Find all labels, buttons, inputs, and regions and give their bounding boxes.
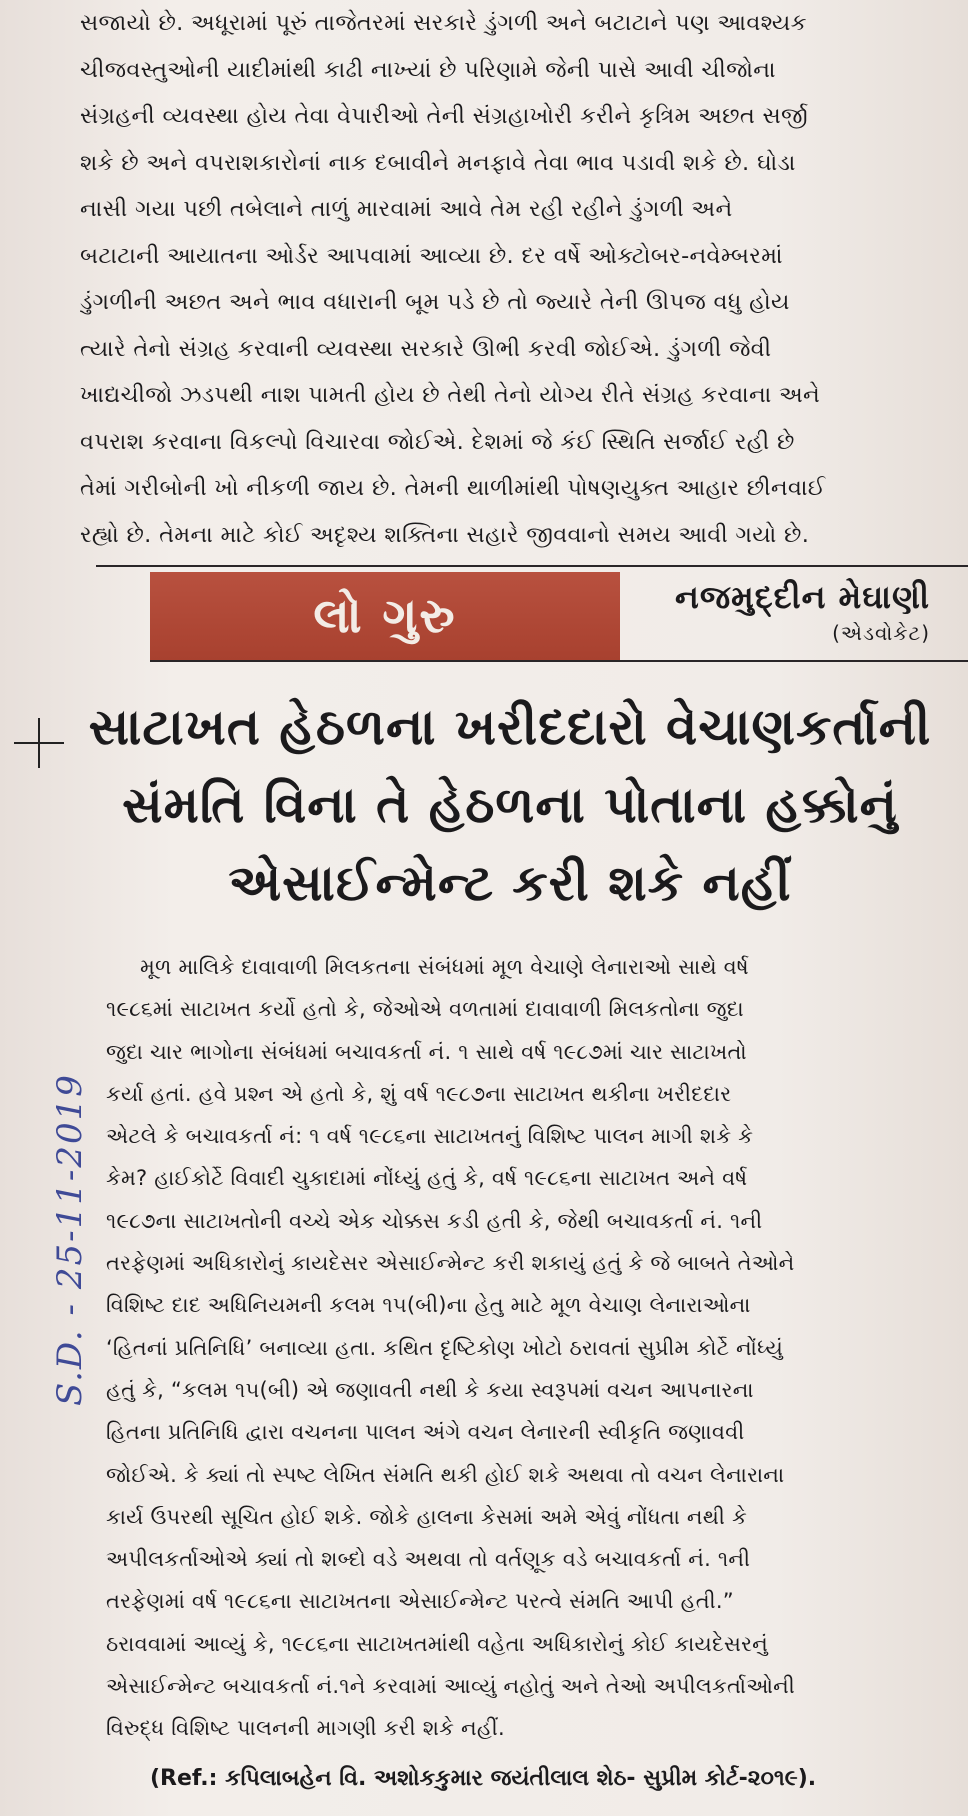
text-line: હતું કે, “કલમ ૧૫(બી) એ જણાવતી નથી કે કયા સ્વરૂપમાં વચન આપનારના (106, 1377, 754, 1402)
author-role: (એડવોકેટ) (832, 621, 930, 645)
text-line: બટાટાની આયાતના ઓર્ડર આપવામાં આવ્યા છે. દર વર્ષે ઓક્ટોબર-નવેમ્બરમાં (80, 242, 783, 269)
text-line: વપરાશ કરવાના વિકલ્પો વિચારવા જોઈએ. દેશમાં જે કંઈ સ્થિતિ સર્જાઈ રહી છે (80, 428, 795, 455)
text-line: નાસી ગયા પછી તબેલાને તાળું મારવામાં આવે તેમ રહી રહીને ડુંગળી અને (80, 196, 733, 222)
headline-line: એસાઈન્મેન્ટ કરી શકે નહીં (228, 854, 792, 912)
text-line: કાર્ય ઉપરથી સૂચિત હોઈ શકે. જોકે હાલના કેસમાં અમે એવું નોંધતા નથી કે (106, 1504, 747, 1529)
text-line: મૂળ માલિકે દાવાવાળી મિલકતના સંબંધમાં મૂળ વેચાણે લેનારાઓ સાથે વર્ષ (140, 955, 749, 979)
text-line: ૧૯૮૬માં સાટાખત કર્યો હતો કે, જેઓએ વળતામાં દાવાવાળી મિલકતોના જુદા (106, 997, 744, 1022)
column-divider-top (96, 565, 968, 567)
text-line: એટલે કે બચાવકર્તા નં: ૧ વર્ષ ૧૯૮૬ના સાટાખતનું વિશિષ્ટ પાલન માગી શકે કે (106, 1124, 754, 1149)
text-line: ઠરાવવામાં આવ્યું કે, ૧૯૮૬ના સાટાખતમાંથી વહેતા અધિકારોનું કોઈ કાયદેસરનું (106, 1631, 769, 1656)
text-line: તેમાં ગરીબોની ખો નીકળી જાય છે. તેમની થાળીમાંથી પોષણયુક્ત આહાર છીનવાઈ (80, 475, 826, 501)
column-divider-bottom (150, 660, 968, 662)
article-body (106, 946, 936, 1750)
case-reference: (Ref.: કપિલાબહેન વિ. અશોકકુમાર જયંતીલાલ શેઠ- સુપ્રીમ કોર્ટ-૨૦૧૯). (150, 1766, 817, 1791)
text-line: શકે છે અને વપરાશકારોનાં નાક દબાવીને મનફાવે તેવા ભાવ પડાવી શકે છે. ઘોડા (80, 149, 796, 176)
text-line: તરફેણમાં અધિકારોનું કાયદેસર એસાઈન્મેન્ટ કરી શકાયું હતું કે જે બાબતે તેઓને (106, 1251, 795, 1276)
text-line: સજાયો છે. અધૂરામાં પૂરું તાજેતરમાં સરકારે ડુંગળી અને બટાટાને પણ આવશ્યક (80, 10, 807, 36)
author-byline (640, 578, 930, 645)
headline-line: સાટાખત હેઠળના ખરીદદારો વેચાણકર્તાની (88, 698, 932, 756)
text-line: ખાદ્યચીજો ઝડપથી નાશ પામતી હોય છે તેથી તેનો યોગ્ય રીતે સંગ્રહ કરવાના અને (80, 382, 821, 408)
crop-mark-icon (14, 718, 64, 768)
handwritten-date-note: S.D. - 25-11-2019 (50, 1073, 90, 1407)
text-line: રહ્યો છે. તેમના માટે કોઈ અદૃશ્ય શક્તિના સહારે જીવવાનો સમય આવી ગયો છે. (80, 521, 810, 548)
text-line: ૧૯૮૭ના સાટાખતોની વચ્ચે એક ચોક્કસ કડી હતી કે, જેથી બચાવકર્તા નં. ૧ની (106, 1208, 763, 1233)
article-headline (80, 688, 940, 922)
headline-line: સંમતિ વિના તે હેઠળના પોતાના હક્કોનું (122, 776, 898, 834)
author-name: નજમુદ્દીન મેઘાણી (675, 578, 930, 616)
text-line: ચીજવસ્તુઓની યાદીમાંથી કાઢી નાખ્યાં છે પરિણામે જેની પાસે આવી ચીજોના (80, 56, 776, 83)
text-line: ડુંગળીની અછત અને ભાવ વધારાની બૂમ પડે છે તો જ્યારે તેની ઊપજ વધુ હોય (80, 289, 790, 315)
column-title: લો ગુરુ (313, 587, 457, 644)
text-line: વિરુદ્ધ વિશિષ્ટ પાલનની માગણી કરી શકે નહીં. (106, 1716, 505, 1741)
text-line: જોઈએ. કે ક્યાં તો સ્પષ્ટ લેખિત સંમતિ થકી હોઈ શકે અથવા તો વચન લેનારાના (106, 1462, 785, 1487)
text-line: એસાઈન્મેન્ટ બચાવકર્તા નં.૧ને કરવામાં આવ્યું નહોતું અને તેઓ અપીલકર્તાઓની (106, 1674, 796, 1699)
text-line: ‘હિતનાં પ્રતિનિધિ’ બનાવ્યા હતા. કથિત દૃષ્ટિકોણ ખોટો ઠરાવતાં સુપ્રીમ કોર્ટે નોંધ્યું (106, 1335, 784, 1360)
column-banner (150, 572, 620, 660)
text-line: સંગ્રહની વ્યવસ્થા હોય તેવા વેપારીઓ તેની સંગ્રહાખોરી કરીને કૃત્રિમ અછત સર્જી (80, 103, 809, 129)
text-line: તરફેણમાં વર્ષ ૧૯૮૬ના સાટાખતના એસાઈન્મેન્ટ પરત્વે સંમતિ આપી હતી.” (106, 1589, 734, 1614)
text-line: વિશિષ્ટ દાદ અધિનિયમની કલમ ૧૫(બી)ના હેતુ માટે મૂળ વેચાણ લેનારાઓના (106, 1293, 751, 1318)
text-line: કર્યા હતાં. હવે પ્રશ્ન એ હતો કે, શું વર્ષ ૧૯૮૭ના સાટાખત થકીના ખરીદદાર (106, 1081, 732, 1106)
text-line: ત્યારે તેનો સંગ્રહ કરવાની વ્યવસ્થા સરકારે ઊભી કરવી જોઈએ. ડુંગળી જેવી (80, 335, 772, 362)
text-line: અપીલકર્તાઓએ ક્યાં તો શબ્દો વડે અથવા તો વર્તણૂક વડે બચાવકર્તા નં. ૧ની (106, 1547, 751, 1572)
text-line: હિતના પ્રતિનિધિ દ્વારા વચનના પાલન અંગે વચન લેનારની સ્વીકૃતિ જણાવવી (106, 1420, 745, 1445)
previous-article-paragraph (80, 0, 940, 558)
text-line: જુદા ચાર ભાગોના સંબંધમાં બચાવકર્તા નં. ૧ સાથે વર્ષ ૧૯૮૭માં ચાર સાટાખતો (106, 1039, 747, 1064)
text-line: કેમ? હાઈકોર્ટે વિવાદી ચુકાદામાં નોંધ્યું હતું કે, વર્ષ ૧૯૮૬ના સાટાખત અને વર્ષ (106, 1166, 748, 1191)
